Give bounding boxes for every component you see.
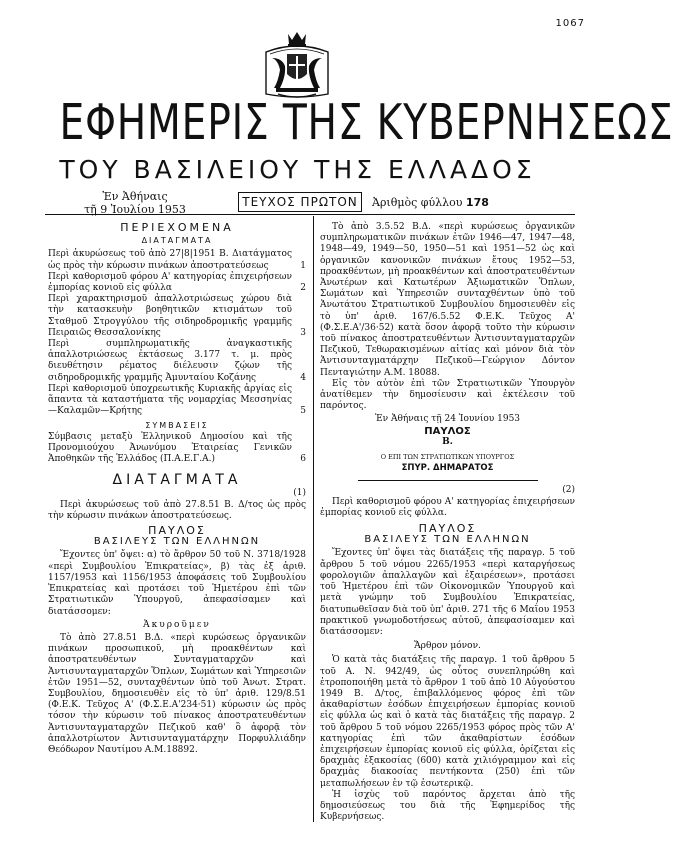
signature-b: Β. xyxy=(442,436,453,447)
decree-body: Τὸ ἀπὸ 27.8.51 Β.Δ. «περὶ κυρώσεως ὀργανικῶν πινάκων προσωπικοῦ, μὴ προακθέντων καὶ ἀποστρατευθέντων Συνταγματαρχῶν καὶ Ἀντισυνταγματαρχῶν Ὅπλων, Σωμάτων καὶ Ὑπηρεσιῶν ἐτῶν 1951—52, συνταχθέντων ὑπὸ τοῦ Ἀνωτ. Στρατ. Συμβουλίου, δημοσιευθὲν εἰς τὸ ὑπ' ἀριθ. 129/8.51 (Φ.Ε.Κ. Τεῦχος Α' (Φ.Σ.Ε.Α'234·51) κύρωσιν ὡς πρὸς τόσον τὴν κύρωσιν τοῦ πίνακος ἀποστρατευθέντων Ἀντισυνταγματαρχῶν Πεζικοῦ καθ' ὃ ἀφορᾷ τὸν ἀπαλλοτρίωτον Ἀντισυνταγματάρχην Πορφυλλιάδην Θεόδωρον Ναυτίμου Α.Μ.18892. xyxy=(48,632,306,755)
right-column xyxy=(320,222,575,823)
toc-item-text: Περὶ ἀκυρώσεως τοῦ ἀπὸ 27|8|1951 Β. Διατάγματος ὡς πρὸς τὴν κύρωσιν πινάκων ἀποστρατεύσεως xyxy=(48,249,292,271)
toc-item-page: 2 xyxy=(300,283,306,294)
contents-decrees-heading: ΔΙΑΤΑΓΜΑΤΑ xyxy=(141,236,213,246)
king-name: ΠΑΥΛΟΣ xyxy=(148,524,206,538)
column-divider xyxy=(313,216,314,822)
left-column xyxy=(48,222,306,756)
toc-item-page: 5 xyxy=(300,406,306,417)
toc-item[interactable] xyxy=(48,294,306,339)
date-line: τῇ 9 Ἰουλίου 1953 xyxy=(84,203,186,216)
decree-number: (1) xyxy=(293,488,306,499)
decree-execution: Εἰς τὸν αὐτὸν ἐπὶ τῶν Στρατιωτικῶν Ὑπουργὸν ἀνατίθεμεν τὴν δημοσίευσιν καὶ ἐκτέλεσιν τοῦ παρόντος. xyxy=(320,378,575,412)
signing-date: Ἐν Ἀθήναις τῇ 24 Ἰουνίου 1953 xyxy=(374,414,521,425)
decree-number: (2) xyxy=(562,485,575,496)
decree-continuation: Τὸ ἀπὸ 3.5.52 Β.Δ. «περὶ κυρώσεως ὀργανικῶν συμπληρωματικῶν πινάκων ἐτῶν 1946—47, 1947—48, 1948—49, 1949—50, 1950—51 καὶ 1951—52 ὡς καὶ ὀργανικῶν κανονικῶν πινάκων ἔτους 1952—53, προακθέντων, μὴ προακθέντων καὶ ἀποστρατευθέντων Ἀνωτέρων καὶ Κατωτέρων Ἀξιωματικῶν Ὅπλων, Σωμάτων καὶ Ὑπηρεσιῶν συνταχθέντων ὑπὸ τοῦ Ἀνωτάτου Στρατιωτικοῦ Συμβουλίου δημοσιευθὲν εἰς τὸ ὑπ' ἀριθ. 167/6.5.52 Φ.Ε.Κ. Τεῦχος Α' (Φ.Σ.Ε.Α'/36·52) κατὰ ὅσον ἀφορᾷ τοῦτο τὴν κύρωσιν τοῦ πίνακος ἀποστρατευθέντων Ἀντισυνταγματαρχῶν Πεζικοῦ, Τεθωρακισμένων αἰτίας καὶ μόνον διὰ τὸν Ἀντισυνταγματάρχην Πεζικοῦ—Γεώργιον Δόντον Πενταγιώτην Α.Μ. 18088. xyxy=(320,222,575,378)
toc-item-page: 6 xyxy=(300,454,306,465)
toc-item-text: Περὶ καθορισμοῦ ὑποχρεωτικῆς Κυριακῆς ἀργίας εἰς ἅπαντα τὰ καταστήματα τῆς νομαρχίας Μεσσηνίας—Καλαμῶν—Κρήτης xyxy=(48,383,292,417)
decree-article-heading: Ἄρθρον μόνον. xyxy=(414,641,481,652)
toc-item-page: 1 xyxy=(300,260,306,271)
toc-item-text: Περὶ χαρακτηρισμοῦ ἀπαλλοτριώσεως χώρου διὰ τὴν κατασκευὴν βοηθητικῶν κτισμάτων τοῦ Σταθμοῦ Στρογγύλου τῆς σιδηροδρομικῆς γραμμῆς Πειραιῶς Θεσσαλονίκης xyxy=(48,294,292,338)
decree-preamble: Ἔχοντες ὑπ' ὄψει τὰς διατάξεις τῆς παραγρ. 5 τοῦ ἄρθρου 5 τοῦ νόμου 2265/1953 «περὶ καταργήσεως φορολογιῶν ἀπαλλαγῶν καὶ ἐξαιρέσεων», προτάσει τοῦ Ἡμετέρου ἐπὶ τῶν Οἰκονομικῶν Ὑπουργοῦ καὶ μετὰ γνώμην τοῦ Συμβουλίου Ἐπικρατείας, διατυπωθεῖσαν διὰ τοῦ ὑπ' ἀριθ. 271 τῆς 6 Μαΐου 1953 πρακτικοῦ γνωμοδοτήσεως αὐτοῦ, ἀπεφασίσαμεν καὶ διατάσσομεν: xyxy=(320,548,575,637)
king-title: ΒΑΣΙΛΕΥΣ ΤΩΝ ΕΛΛΗΝΩΝ xyxy=(93,536,261,548)
minister-name: ΣΠΥΡ. ΔΗΜΑΡΑΤΟΣ xyxy=(401,463,494,474)
toc-item[interactable] xyxy=(48,339,306,384)
issue-label: ΤΕΥΧΟΣ ΠΡΩΤΟΝ xyxy=(238,192,362,212)
contents-contracts-heading: ΣΥΜΒΑΣΕΙΣ xyxy=(145,421,209,431)
contents-heading: ΠΕΡΙΕΧΟΜΕΝΑ xyxy=(120,221,234,234)
decree-body: Ὁ κατὰ τὰς διατάξεις τῆς παραγρ. 1 τοῦ ἄρθρου 5 τοῦ Α. Ν. 942/49, ὡς οὗτος συνεπληρώθη καὶ ἐτροποποιήθη μετὰ τὸ ἄρθρον 1 τοῦ ἀπὸ 10 Αὐγούστου 1949 Β. Δ/τος, ἐπιβαλλόμενος φόρος ἐπὶ τῶν ἀκαθαρίστων ἐσόδων ἐπιχειρήσεων ἐμπορίας κονιοῦ εἰς φύλλα ὡς καὶ ὁ κατὰ τὰς διατάξεις τῆς παραγρ. 2 τοῦ ἄρθρου 5 τοῦ νόμου 2265/1953 φόρος πρὸς τῶν Α' κατηγορίας ἐπὶ τῶν ἀκαθαρίστων ἐσόδων ἐπιχειρήσεων ἐμπορίας κονιοῦ εἰς φύλλα, ὁρίζεται εἰς δραχμὰς ἑξακοσίας (600) κατὰ χιλιόγραμμον καὶ εἰς δραχμὰς διακοσίας πεντήκοντα (250) ἐπὶ τῶν μεταπωλήσεων ἐν τῷ ἐσωτερικῷ. xyxy=(320,655,575,789)
gazette-subtitle: ΤΟΥ ΒΑΣΙΛΕΙΟΥ ΤΗΣ ΕΛΛΑΔΟΣ xyxy=(59,155,536,184)
sheet-number-line xyxy=(372,196,489,209)
toc-item[interactable] xyxy=(48,272,306,294)
decrees-heading: ΔΙΑΤΑΓΜΑΤΑ xyxy=(112,472,242,489)
minister-role: Ο ΕΠΙ ΤΩΝ ΣΤΡΑΤΙΩΤΙΚΩΝ ΥΠΟΥΡΓΟΣ xyxy=(380,453,515,462)
decree-title: Περὶ καθορισμοῦ φόρου Α' κατηγορίας ἐπιχειρήσεων ἐμπορίας κονιοῦ εἰς φύλλα. xyxy=(320,496,575,518)
gazette-title: ΕΦΗΜΕΡΙΣ ΤΗΣ ΚΥΒΕΡΝΗΣΕΩΣ xyxy=(59,94,674,151)
decree-closing: Ἡ ἰσχὺς τοῦ παρόντος ἄρχεται ἀπὸ τῆς δημοσιεύσεως του διὰ τῆς Ἐφημερίδος τῆς Κυβερνήσεως. xyxy=(320,789,575,823)
signature-king: ΠΑΥΛΟΣ xyxy=(424,425,471,437)
toc-item-text: Σύμβασις μεταξὺ Ἑλληνικοῦ Δημοσίου καὶ τῆς Προνομιούχου Ἀνωνύμου Ἑταιρείας Γενικῶν Ἀποθηκῶν τῆς Ἑλλάδος (Π.Α.Ε.Γ.Α.) xyxy=(48,431,292,465)
decree-title: Περὶ ἀκυρώσεως τοῦ ἀπὸ 27.8.51 Β. Δ/τος ὡς πρὸς τὴν κύρωσιν πινάκων ἀποστρατεύσεως. xyxy=(48,499,306,521)
toc-item-text: Περὶ συμπληρωματικῆς ἀναγκαστικῆς ἀπαλλοτριώσεως ἐκτάσεως 3.177 τ. μ. πρὸς διευθέτησιν ρέματος διέλευσιν ζῴων τῆς σιδηροδρομικῆς γραμμῆς Ἀμυνταίου Κοζάνης xyxy=(48,339,292,383)
issue-place-date xyxy=(80,190,190,216)
royal-coat-of-arms-emblem xyxy=(258,30,336,102)
king-name: ΠΑΥΛΟΣ xyxy=(418,522,477,536)
sheet-label: Ἀριθμὸς φύλλου xyxy=(372,196,463,209)
page-number: 1067 xyxy=(555,18,585,29)
king-title: ΒΑΣΙΛΕΥΣ ΤΩΝ ΕΛΛΗΝΩΝ xyxy=(364,534,531,546)
toc-item[interactable] xyxy=(48,384,306,418)
toc-contract-item[interactable] xyxy=(48,432,306,466)
decree-article-heading: Ἀκυροῦμεν xyxy=(143,619,211,630)
sheet-number: 178 xyxy=(465,196,489,209)
toc-item-text: Περὶ καθορισμοῦ φόρου Α' κατηγορίας ἐπιχειρήσεων ἐμπορίας κονιοῦ εἰς φύλλα xyxy=(48,271,292,294)
place-line: Ἐν Ἀθήναις xyxy=(102,190,168,203)
header-rule xyxy=(45,214,575,215)
toc-item[interactable] xyxy=(48,249,306,271)
section-divider xyxy=(358,480,538,481)
decree-preamble: Ἔχοντες ὑπ' ὄψει: α) τὸ ἄρθρον 50 τοῦ Ν. 3718/1928 «περὶ Συμβουλίου Ἐπικρατείας», β) τὰς ἐξ ἀριθ. 1157/1953 καὶ 1156/1953 ἀποφάσεις τοῦ Συμβουλίου Ἐπικρατείας καὶ προτάσει τοῦ Ἡμετέρου ἐπὶ τῶν Στρατιωτικῶν Ὑπουργοῦ, ἀπεφασίσαμεν καὶ διατάσσομεν: xyxy=(48,550,306,617)
toc-item-page: 3 xyxy=(300,327,306,338)
toc-item-page: 4 xyxy=(300,372,306,383)
